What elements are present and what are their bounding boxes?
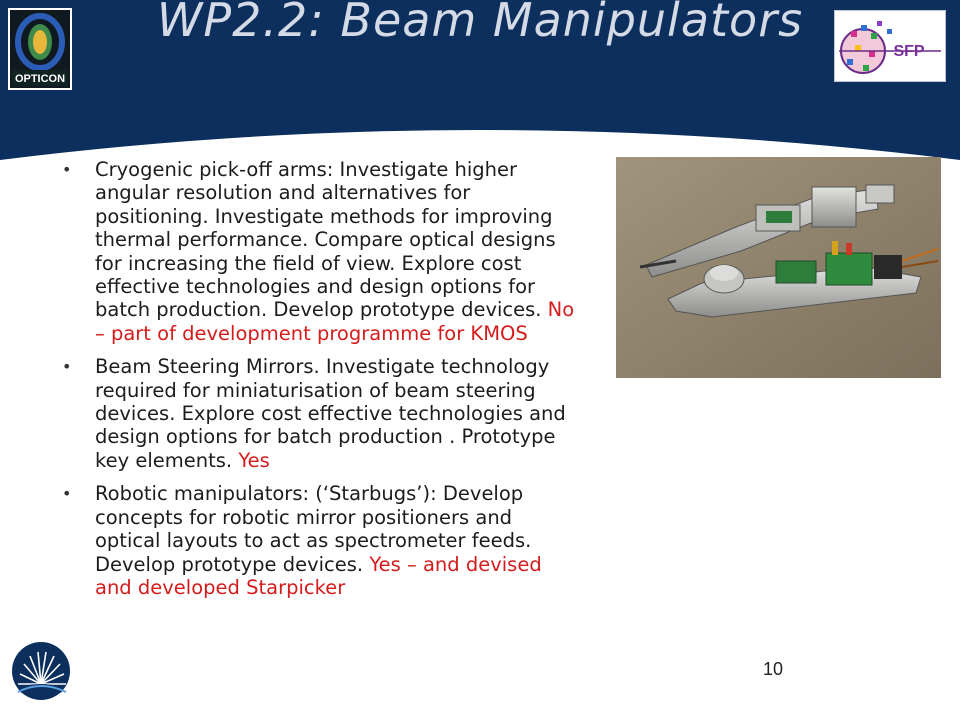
sfp-logo-text: SFP <box>893 43 925 60</box>
bullet-text: Beam Steering Mirrors. Investigate technology required for miniaturisation of beam steering devices. Explore cost effective technologies and design options for batch production . Prototype key elements. <box>95 355 566 472</box>
bullet-item-pickoff-arms <box>62 158 582 345</box>
bullet-highlight: Yes – and devised and developed Starpicker <box>95 552 542 599</box>
bullet-item-robotic-manipulators <box>62 482 582 599</box>
small-dot-icon: • <box>62 160 72 179</box>
starburst-logo <box>10 640 72 702</box>
bullet-text: Robotic manipulators: (‘Starbugs’): Develop concepts for robotic mirror positioners and optical layouts to act as spectrometer feeds. Develop prototype devices. <box>95 482 532 576</box>
bullet-item-beam-steering <box>62 355 582 472</box>
bullet-text: Cryogenic pick-off arms: Investigate higher angular resolution and alternatives for positioning. Investigate methods for improving thermal performance. Compare optical designs for increasing the field of view. Explore cost effective technologies and design options for batch production. Develop prototype devices. <box>95 158 556 322</box>
slide-title: WP2.2: Beam Manipulators <box>156 0 804 47</box>
opticon-logo-text: OPTICON <box>14 73 66 85</box>
pickoff-arm-photo <box>616 157 941 378</box>
small-dot-icon: • <box>62 484 72 504</box>
bullet-highlight: No – part of development programme for KMOS <box>95 298 575 345</box>
small-dot-icon: • <box>62 357 72 377</box>
bullet-list <box>62 158 582 609</box>
page-number: 10 <box>762 659 784 679</box>
bullet-highlight: Yes <box>238 448 270 472</box>
